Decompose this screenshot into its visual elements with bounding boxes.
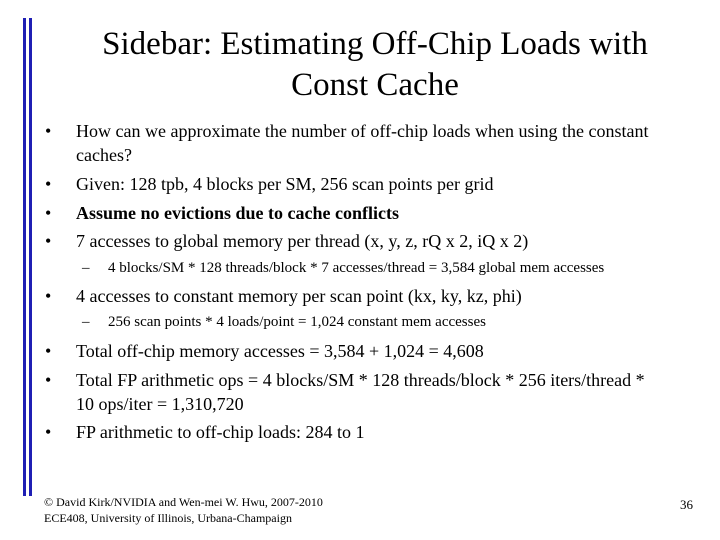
bullet-line: Total off-chip memory accesses = 3,584 + 1,024 = 4,608 (76, 341, 484, 361)
sub-bullet-text: 256 scan points * 4 loads/point = 1,024 constant mem accesses (108, 314, 486, 330)
bullet-glyph: • (45, 121, 52, 141)
slide-title (40, 24, 710, 106)
slide-title-line-2: Const Cache (291, 67, 459, 103)
bullet-line: 10 ops/iter = 1,310,720 (76, 394, 244, 414)
bullet-glyph: • (45, 174, 52, 194)
bullet-text (76, 284, 522, 308)
dash-glyph: – (82, 260, 90, 276)
bullet-glyph: • (45, 231, 52, 251)
bullet-line: 7 accesses to global memory per thread (x, y, z, rQ x 2, iQ x 2) (76, 231, 529, 251)
bullet-text (76, 420, 364, 444)
bullet-text (76, 201, 399, 225)
bullet-line: caches? (76, 145, 132, 165)
bullet-line: Total FP arithmetic ops = 4 blocks/SM * 128 threads/block * 256 iters/thread * (76, 370, 645, 390)
left-accent-bar-inner (29, 18, 32, 496)
bullet-text (76, 229, 528, 253)
dash-glyph: – (82, 314, 90, 330)
footer-line-2: ECE408, University of Illinois, Urbana-Champaign (44, 511, 292, 525)
bullet-line: 4 accesses to constant memory per scan point (kx, ky, kz, phi) (76, 286, 522, 306)
bullet-text (76, 172, 493, 196)
bullet-text (76, 119, 649, 167)
bullet-text (76, 339, 484, 363)
bullet-glyph: • (45, 286, 52, 306)
bullet-text (76, 368, 645, 416)
bullet-line: FP arithmetic to off-chip loads: 284 to 1 (76, 422, 365, 442)
bullet-line: Assume no evictions due to cache conflicts (76, 203, 399, 223)
footer-line-1: © David Kirk/NVIDIA and Wen-mei W. Hwu, 2007-2010 (44, 495, 323, 509)
bullet-line: How can we approximate the number of off-chip loads when using the constant (76, 121, 649, 141)
left-accent-bar (23, 18, 26, 496)
slide-title-line-1: Sidebar: Estimating Off-Chip Loads with (102, 26, 648, 62)
bullet-glyph: • (45, 370, 52, 390)
footer-copyright (44, 494, 323, 526)
page-number: 36 (680, 497, 693, 512)
sub-bullet-text: 4 blocks/SM * 128 threads/block * 7 accesses/thread = 3,584 global mem accesses (108, 260, 605, 276)
bullet-glyph: • (45, 341, 52, 361)
bullet-glyph: • (45, 203, 52, 223)
bullet-line: Given: 128 tpb, 4 blocks per SM, 256 scan points per grid (76, 174, 494, 194)
bullet-glyph: • (45, 422, 52, 442)
